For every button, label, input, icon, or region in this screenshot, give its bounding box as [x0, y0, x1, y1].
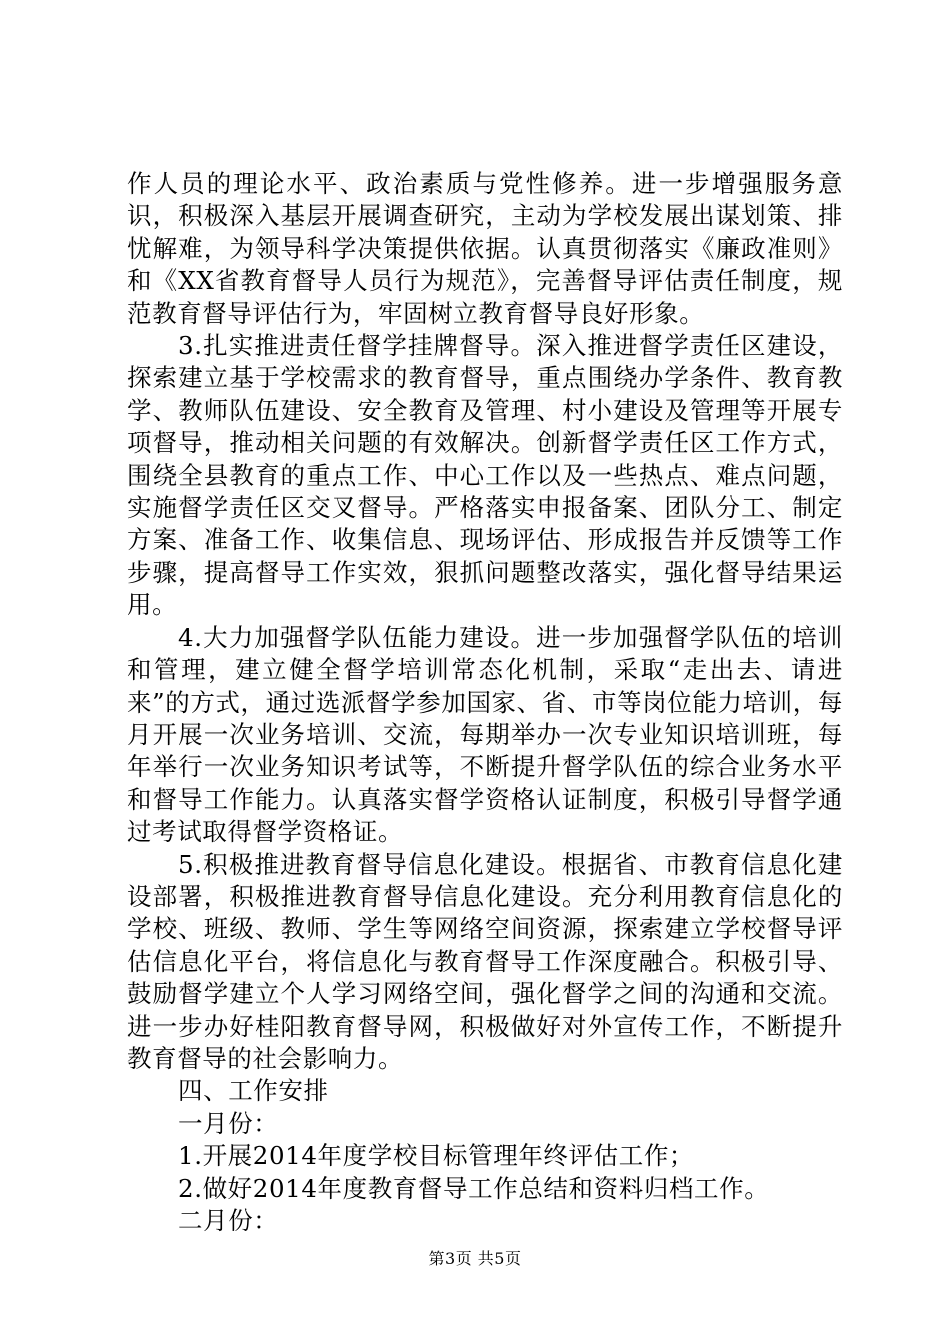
paragraph-3: 4.大力加强督学队伍能力建设。进一步加强督学队伍的培训和管理，建立健全督学培训常态化机制，采取“走出去、请进来”的方式，通过选派督学参加国家、省、市等岗位能力培训，每月开展一次业务培训、交流，每期举办一次专业知识培训班，每年举行一次业务知识考试等，不断提升督学队伍的综合业务水平和督导工作能力。认真落实督学资格认证制度，积极引导督学通过考试取得督学资格证。 — [127, 622, 843, 847]
paragraph-4: 5.积极推进教育督导信息化建设。根据省、市教育信息化建设部署，积极推进教育督导信息化建设。充分利用教育信息化的学校、班级、教师、学生等网络空间资源，探索建立学校督导评估信息化平台，将信息化与教育督导工作深度融合。积极引导、鼓励督学建立个人学习网络空间，强化督学之间的沟通和交流。进一步办好桂阳教育督导网，积极做好对外宣传工作，不断提升教育督导的社会影响力。 — [127, 849, 843, 1073]
month-heading-january: 一月份： — [178, 1108, 279, 1138]
document-body — [127, 168, 843, 1237]
section-heading: 四、工作安排 — [178, 1076, 329, 1106]
paragraph-2: 3.扎实推进责任督学挂牌督导。深入推进督学责任区建设，探索建立基于学校需求的教育督导，重点围绕办学条件、教育教学、教师队伍建设、安全教育及管理、村小建设及管理等开展专项督导，推动相关问题的有效解决。创新督学责任区工作方式，围绕全县教育的重点工作、中心工作以及一些热点、难点问题，实施督学责任区交叉督导。严格落实申报备案、团队分工、制定方案、准备工作、收集信息、现场评估、形成报告并反馈等工作步骤，提高督导工作实效，狠抓问题整改落实，强化督导结果运用。 — [127, 331, 843, 620]
paragraph-1: 作人员的理论水平、政治素质与党性修养。进一步增强服务意识，积极深入基层开展调查研究，主动为学校发展出谋划策、排忧解难，为领导科学决策提供依据。认真贯彻落实《廉政准则》和《XX省教育督导人员行为规范》，完善督导评估责任制度，规范教育督导评估行为，牢固树立教育督导良好形象。 — [127, 169, 843, 328]
month-heading-february: 二月份： — [178, 1206, 279, 1235]
list-item-2: 2.做好2014年度教育督导工作总结和资料归档工作。 — [178, 1173, 770, 1203]
page-number-footer: 第3页 共5页 — [428, 1249, 522, 1268]
list-item-1: 1.开展2014年度学校目标管理年终评估工作； — [178, 1141, 695, 1171]
